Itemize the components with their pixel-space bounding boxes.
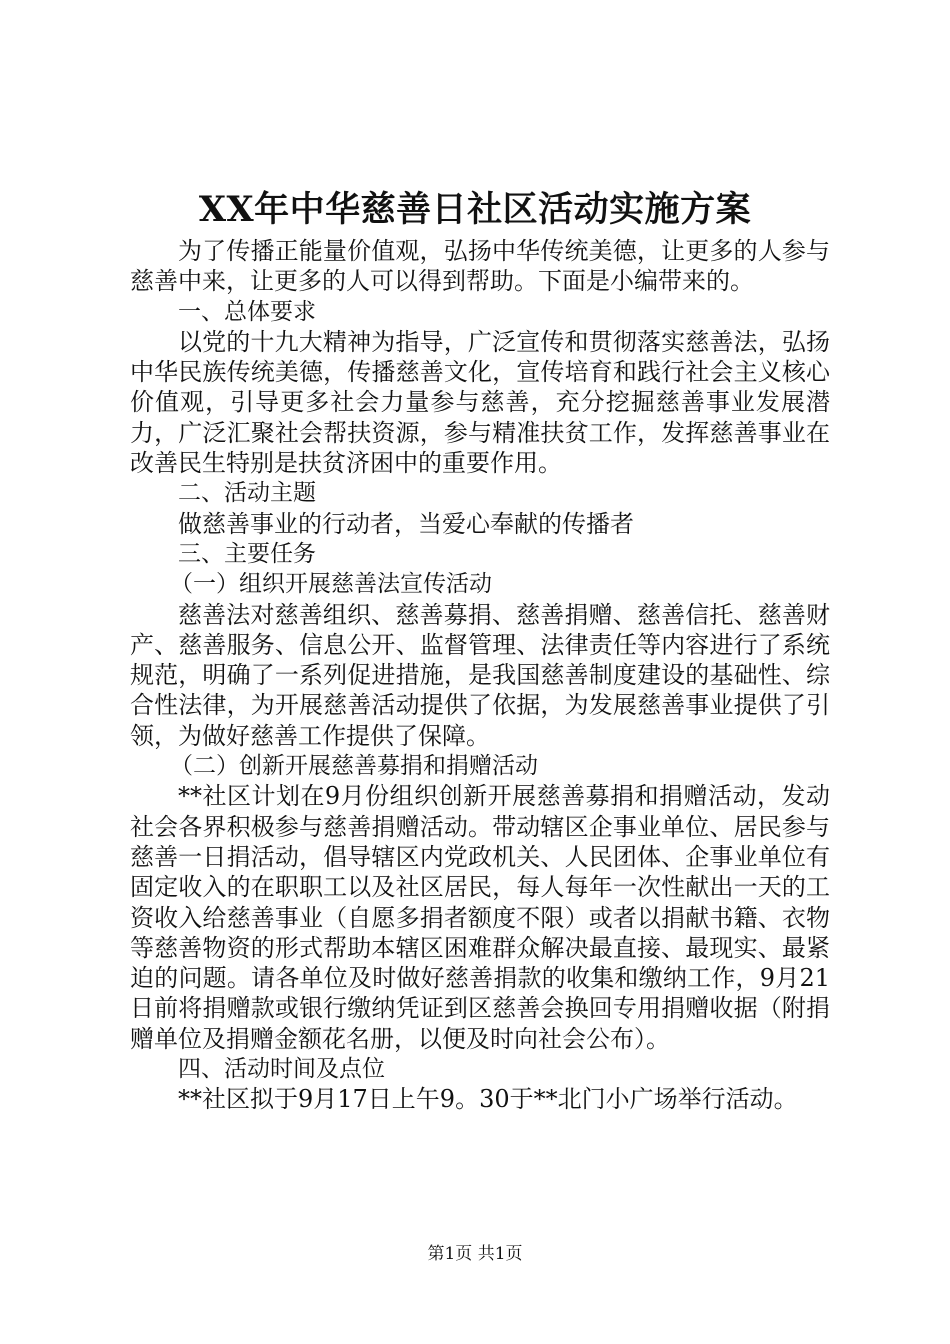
section-1-heading: 一、总体要求 [178,298,316,325]
page-footer: 第1页 共1页 [427,1244,523,1264]
intro-paragraph: 为了传播正能量价值观，弘扬中华传统美德，让更多的人参与慈善中来，让更多的人可以得到帮助。下面是小编带来的。 [130,237,830,296]
section-2-heading: 二、活动主题 [178,480,316,507]
section-3-sub-1-heading: （一）组织开展慈善法宣传活动 [170,571,492,598]
section-1-paragraph: 以党的十九大精神为指导，广泛宣传和贯彻落实慈善法，弘扬中华民族传统美德，传播慈善文化，宣传培育和践行社会主义核心价值观，引导更多社会力量参与慈善，充分挖掘慈善事业发展潜力，广泛汇聚社会帮扶资源，参与精准扶贫工作，发挥慈善事业在改善民生特别是扶贫济困中的重要作用。 [130,327,830,478]
section-2-paragraph: 做慈善事业的行动者，当爱心奉献的传播者 [178,509,634,538]
section-3-sub-2-paragraph: **社区计划在9月份组织创新开展慈善募捐和捐赠活动，发动社会各界积极参与慈善捐赠活动。带动辖区企事业单位、居民参与慈善一日捐活动，倡导辖区内党政机关、人民团体、企事业单位有固定收入的在职职工以及社区居民，每人每年一次性献出一天的工资收入给慈善事业（自愿多捐者额度不限）或者以捐献书籍、衣物等慈善物资的形式帮助本辖区困难群众解决最直接、最现实、最紧迫的问题。请各单位及时做好慈善捐款的收集和缴纳工作，9月21日前将捐赠款或银行缴纳凭证到区慈善会换回专用捐赠收据（附捐赠单位及捐赠金额花名册，以便及时向社会公布）。 [130,782,830,1053]
document-body [130,236,830,1115]
section-4-paragraph: **社区拟于9月17日上午9。30于**北门小广场举行活动。 [178,1085,798,1114]
section-3-sub-1-paragraph: 慈善法对慈善组织、慈善募捐、慈善捐赠、慈善信托、慈善财产、慈善服务、信息公开、监督管理、法律责任等内容进行了系统规范，明确了一系列促进措施，是我国慈善制度建设的基础性、综合性法律，为开展慈善活动提供了依据，为发展慈善事业提供了引领，为做好慈善工作提供了保障。 [130,600,830,750]
document-title: XX年中华慈善日社区活动实施方案 [198,189,752,230]
section-3-heading: 三、主要任务 [178,540,316,567]
section-3-sub-2-heading: （二）创新开展慈善募捐和捐赠活动 [170,753,538,780]
section-4-heading: 四、活动时间及点位 [178,1056,385,1083]
